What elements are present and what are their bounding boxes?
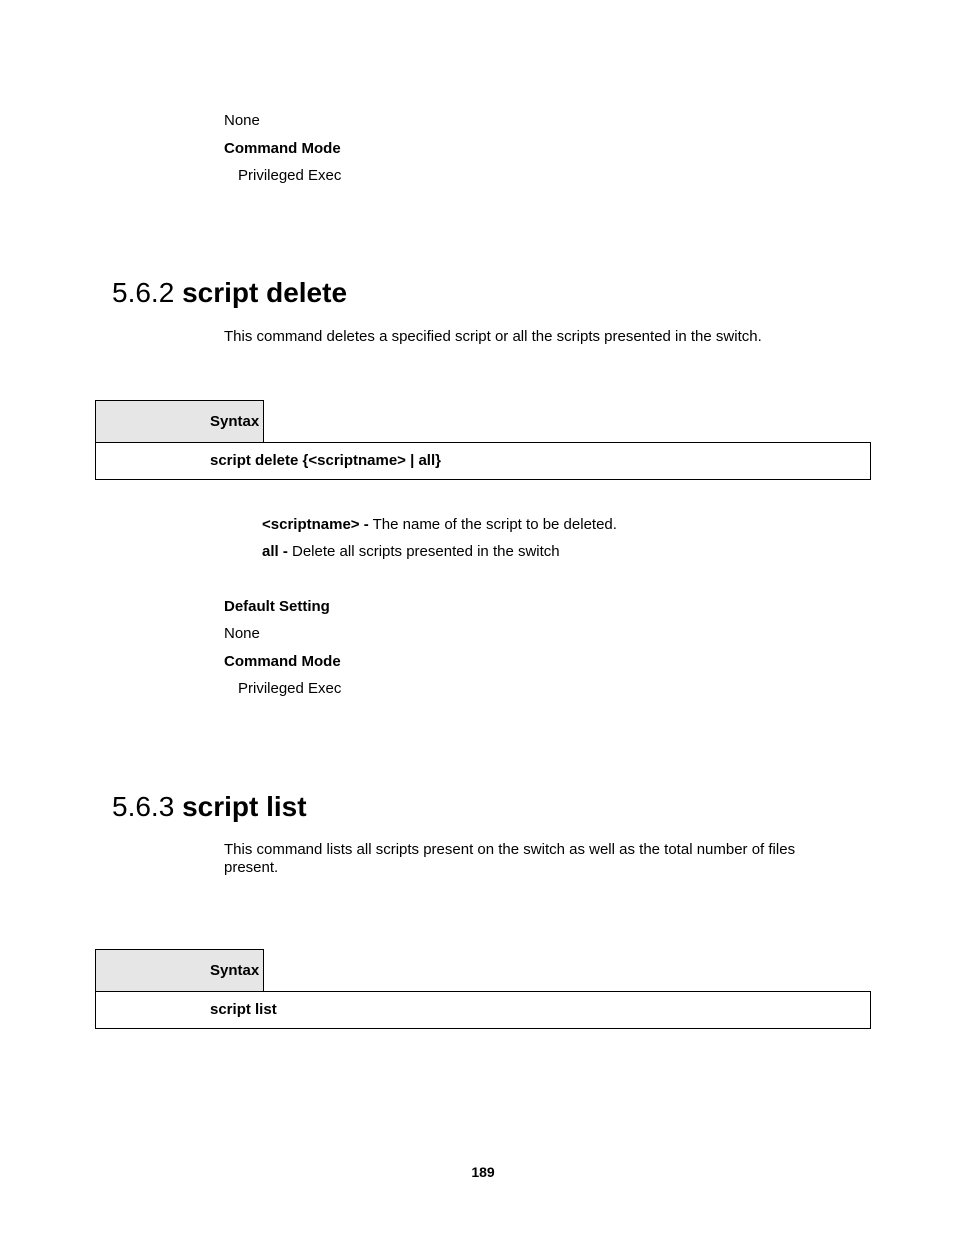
section-title: script list <box>182 791 307 822</box>
section-heading-script-delete <box>112 277 347 309</box>
section-heading-script-list <box>112 791 307 823</box>
section-description-line-2: present. <box>224 859 279 876</box>
section-description-line-1: This command lists all scripts present on the switch as well as the total number of files <box>224 841 796 858</box>
command-mode-label: Command Mode <box>224 140 341 157</box>
command-mode-label: Command Mode <box>224 653 341 670</box>
default-setting-label: Default Setting <box>224 598 330 615</box>
param-name: <scriptname> - <box>262 516 369 533</box>
section-number: 5.6.3 <box>112 791 175 822</box>
syntax-label: Syntax <box>210 413 260 430</box>
page-number: 189 <box>471 1164 495 1180</box>
default-setting-value: None <box>224 112 260 129</box>
command-mode-value: Privileged Exec <box>238 167 342 184</box>
section-title: script delete <box>182 277 348 308</box>
param-desc: The name of the script to be deleted. <box>368 516 617 533</box>
syntax-command: script list <box>210 1001 277 1018</box>
param-name: all - <box>262 543 288 560</box>
syntax-header <box>95 949 264 992</box>
param-all <box>262 543 560 561</box>
command-mode-value: Privileged Exec <box>238 680 342 697</box>
syntax-command: script delete {<scriptname> | all} <box>210 452 441 469</box>
syntax-header <box>95 400 264 443</box>
param-desc: Delete all scripts presented in the switch <box>287 543 560 560</box>
default-setting-value: None <box>224 625 260 642</box>
param-scriptname <box>262 516 617 534</box>
section-description: This command deletes a specified script or all the scripts presented in the switch. <box>224 328 762 345</box>
syntax-box <box>95 442 871 480</box>
section-number: 5.6.2 <box>112 277 175 308</box>
syntax-label: Syntax <box>210 962 260 979</box>
syntax-box <box>95 991 871 1029</box>
